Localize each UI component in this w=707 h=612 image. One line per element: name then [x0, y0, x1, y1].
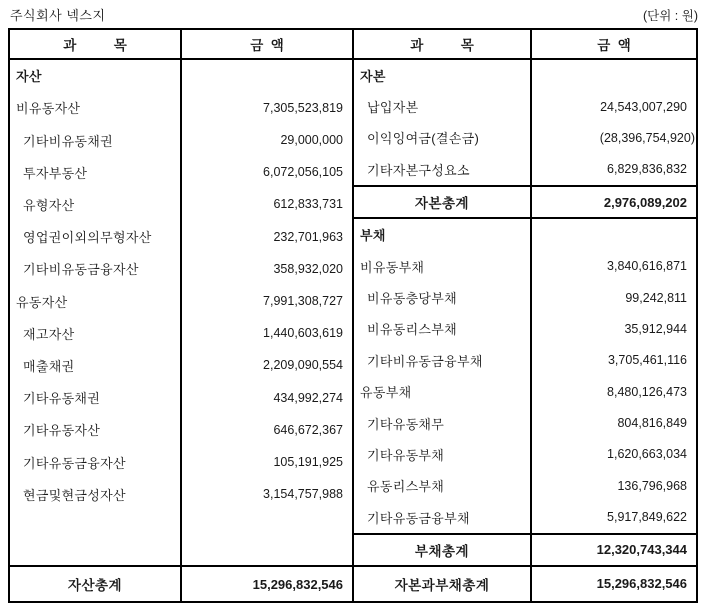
account-label: 자산 [16, 69, 42, 85]
amount-value: 1,440,603,619 [180, 317, 352, 349]
amount-value: 232,701,963 [180, 221, 352, 253]
amount-value: (28,396,754,920) [530, 122, 696, 153]
account-label: 자본총계 [414, 196, 470, 212]
equity-liabilities-table-row [354, 533, 696, 565]
account-label: 영업권이외의무형자산 [23, 230, 152, 246]
equity-liabilities-table-row [354, 91, 696, 122]
account-label: 부채총계 [414, 543, 470, 559]
equity-liabilities-table-row [354, 502, 696, 533]
amount-value: 2,209,090,554 [180, 349, 352, 381]
account-label: 기타유동채무 [367, 416, 445, 432]
assets-table-row [10, 188, 352, 220]
equity-liabilities-table-row [354, 439, 696, 470]
amount-value: 15,296,832,546 [530, 567, 696, 601]
equity-liabilities-table-row [354, 313, 696, 344]
assets-table-row [10, 317, 352, 349]
account-label: 기타비유동금융부채 [367, 353, 483, 369]
assets-spacer-row [10, 510, 352, 565]
equity-liabilities-table-row [354, 282, 696, 313]
amount-value: 24,543,007,290 [530, 91, 696, 122]
amount-value: 12,320,743,344 [530, 535, 696, 565]
amount-value: 105,191,925 [180, 446, 352, 478]
amount-value: 8,480,126,473 [530, 376, 696, 407]
account-label: 자본과부채총계 [394, 577, 490, 593]
assets-table-row [10, 565, 352, 601]
account-label: 현금및현금성자산 [23, 487, 126, 503]
amount-value: 7,991,308,727 [180, 285, 352, 317]
balance-sheet-table [8, 28, 698, 603]
account-label: 비유동부채 [360, 259, 425, 275]
amount-value: 3,840,616,871 [530, 250, 696, 281]
account-label: 기타유동자산 [23, 423, 101, 439]
account-label: 비유동자산 [16, 101, 81, 117]
account-label [10, 510, 180, 565]
amount-value: 99,242,811 [530, 282, 696, 313]
assets-body [10, 60, 352, 602]
amount-value: 434,992,274 [180, 382, 352, 414]
equity-liabilities-table-row [354, 345, 696, 376]
account-label: 부채 [360, 228, 386, 244]
assets-table-row [10, 221, 352, 253]
amount-value: 15,296,832,546 [180, 567, 352, 601]
amount-value: 136,796,968 [530, 470, 696, 501]
assets-table-row [10, 156, 352, 188]
assets-table-row [10, 414, 352, 446]
account-label: 기타유동금융자산 [23, 455, 126, 471]
equity-liabilities-table-row [354, 250, 696, 281]
assets-table-row [10, 382, 352, 414]
equity-liabilities-section [352, 30, 696, 601]
assets-table-row [10, 446, 352, 478]
equity-liabilities-table-row [354, 470, 696, 501]
equity-liabilities-table-row [354, 185, 696, 219]
assets-header-account: 과 목 [63, 37, 127, 53]
account-label: 납입자본 [367, 100, 419, 116]
amount-value: 646,672,367 [180, 414, 352, 446]
assets-table-row [10, 60, 352, 92]
account-label: 이익잉여금(결손금) [367, 131, 480, 147]
amount-value: 5,917,849,622 [530, 502, 696, 533]
equity-liabilities-table-row [354, 376, 696, 407]
equity-liabilities-header-account: 과 목 [410, 37, 474, 53]
amount-value: 612,833,731 [180, 188, 352, 220]
equity-liabilities-body [354, 60, 696, 602]
equity-liabilities-table-row [354, 565, 696, 601]
amount-value: 6,072,056,105 [180, 156, 352, 188]
amount-value: 3,154,757,988 [180, 478, 352, 510]
unit-label: (단위 : 원) [643, 9, 698, 23]
account-label: 유동자산 [16, 294, 68, 310]
account-label: 기타자본구성요소 [367, 162, 470, 178]
amount-value: 2,976,089,202 [530, 187, 696, 217]
account-label: 자본 [360, 68, 386, 84]
account-label: 기타유동부채 [367, 447, 445, 463]
amount-value: 804,816,849 [530, 407, 696, 438]
assets-table-row [10, 478, 352, 510]
account-label: 기타유동금융부채 [367, 510, 470, 526]
page-header [10, 5, 698, 24]
amount-value: 35,912,944 [530, 313, 696, 344]
amount-value [180, 510, 352, 565]
assets-header-row [10, 30, 352, 60]
account-label: 재고자산 [23, 326, 75, 342]
amount-value: 358,932,020 [180, 253, 352, 285]
assets-section [10, 30, 352, 601]
amount-value: 29,000,000 [180, 124, 352, 156]
amount-value [530, 219, 696, 250]
equity-liabilities-table-row [354, 154, 696, 185]
amount-value [180, 60, 352, 92]
account-label: 기타비유동금융자산 [23, 262, 139, 278]
assets-table-row [10, 349, 352, 381]
account-label: 기타유동채권 [23, 391, 101, 407]
account-label: 투자부동산 [23, 165, 88, 181]
account-label: 비유동리스부채 [367, 322, 458, 338]
amount-value: 7,305,523,819 [180, 92, 352, 124]
account-label: 비유동충당부채 [367, 291, 458, 307]
amount-value: 3,705,461,116 [530, 345, 696, 376]
account-label: 기타비유동채권 [23, 133, 114, 149]
equity-liabilities-header-row [354, 30, 696, 60]
assets-table-row [10, 253, 352, 285]
assets-table-row [10, 124, 352, 156]
assets-table-row [10, 285, 352, 317]
equity-liabilities-table-row [354, 219, 696, 250]
account-label: 유형자산 [23, 197, 75, 213]
amount-value [530, 60, 696, 91]
account-label: 자산총계 [67, 578, 123, 594]
amount-value: 1,620,663,034 [530, 439, 696, 470]
equity-liabilities-table-row [354, 60, 696, 91]
equity-liabilities-table-row [354, 122, 696, 153]
company-title: 주식회사 넥스지 [10, 8, 106, 23]
assets-header-amount: 금 액 [180, 30, 352, 58]
account-label: 매출채권 [23, 358, 75, 374]
account-label: 유동부채 [360, 385, 412, 401]
equity-liabilities-header-amount: 금 액 [530, 30, 696, 58]
account-label: 유동리스부채 [367, 479, 445, 495]
equity-liabilities-table-row [354, 407, 696, 438]
amount-value: 6,829,836,832 [530, 154, 696, 185]
assets-table-row [10, 92, 352, 124]
